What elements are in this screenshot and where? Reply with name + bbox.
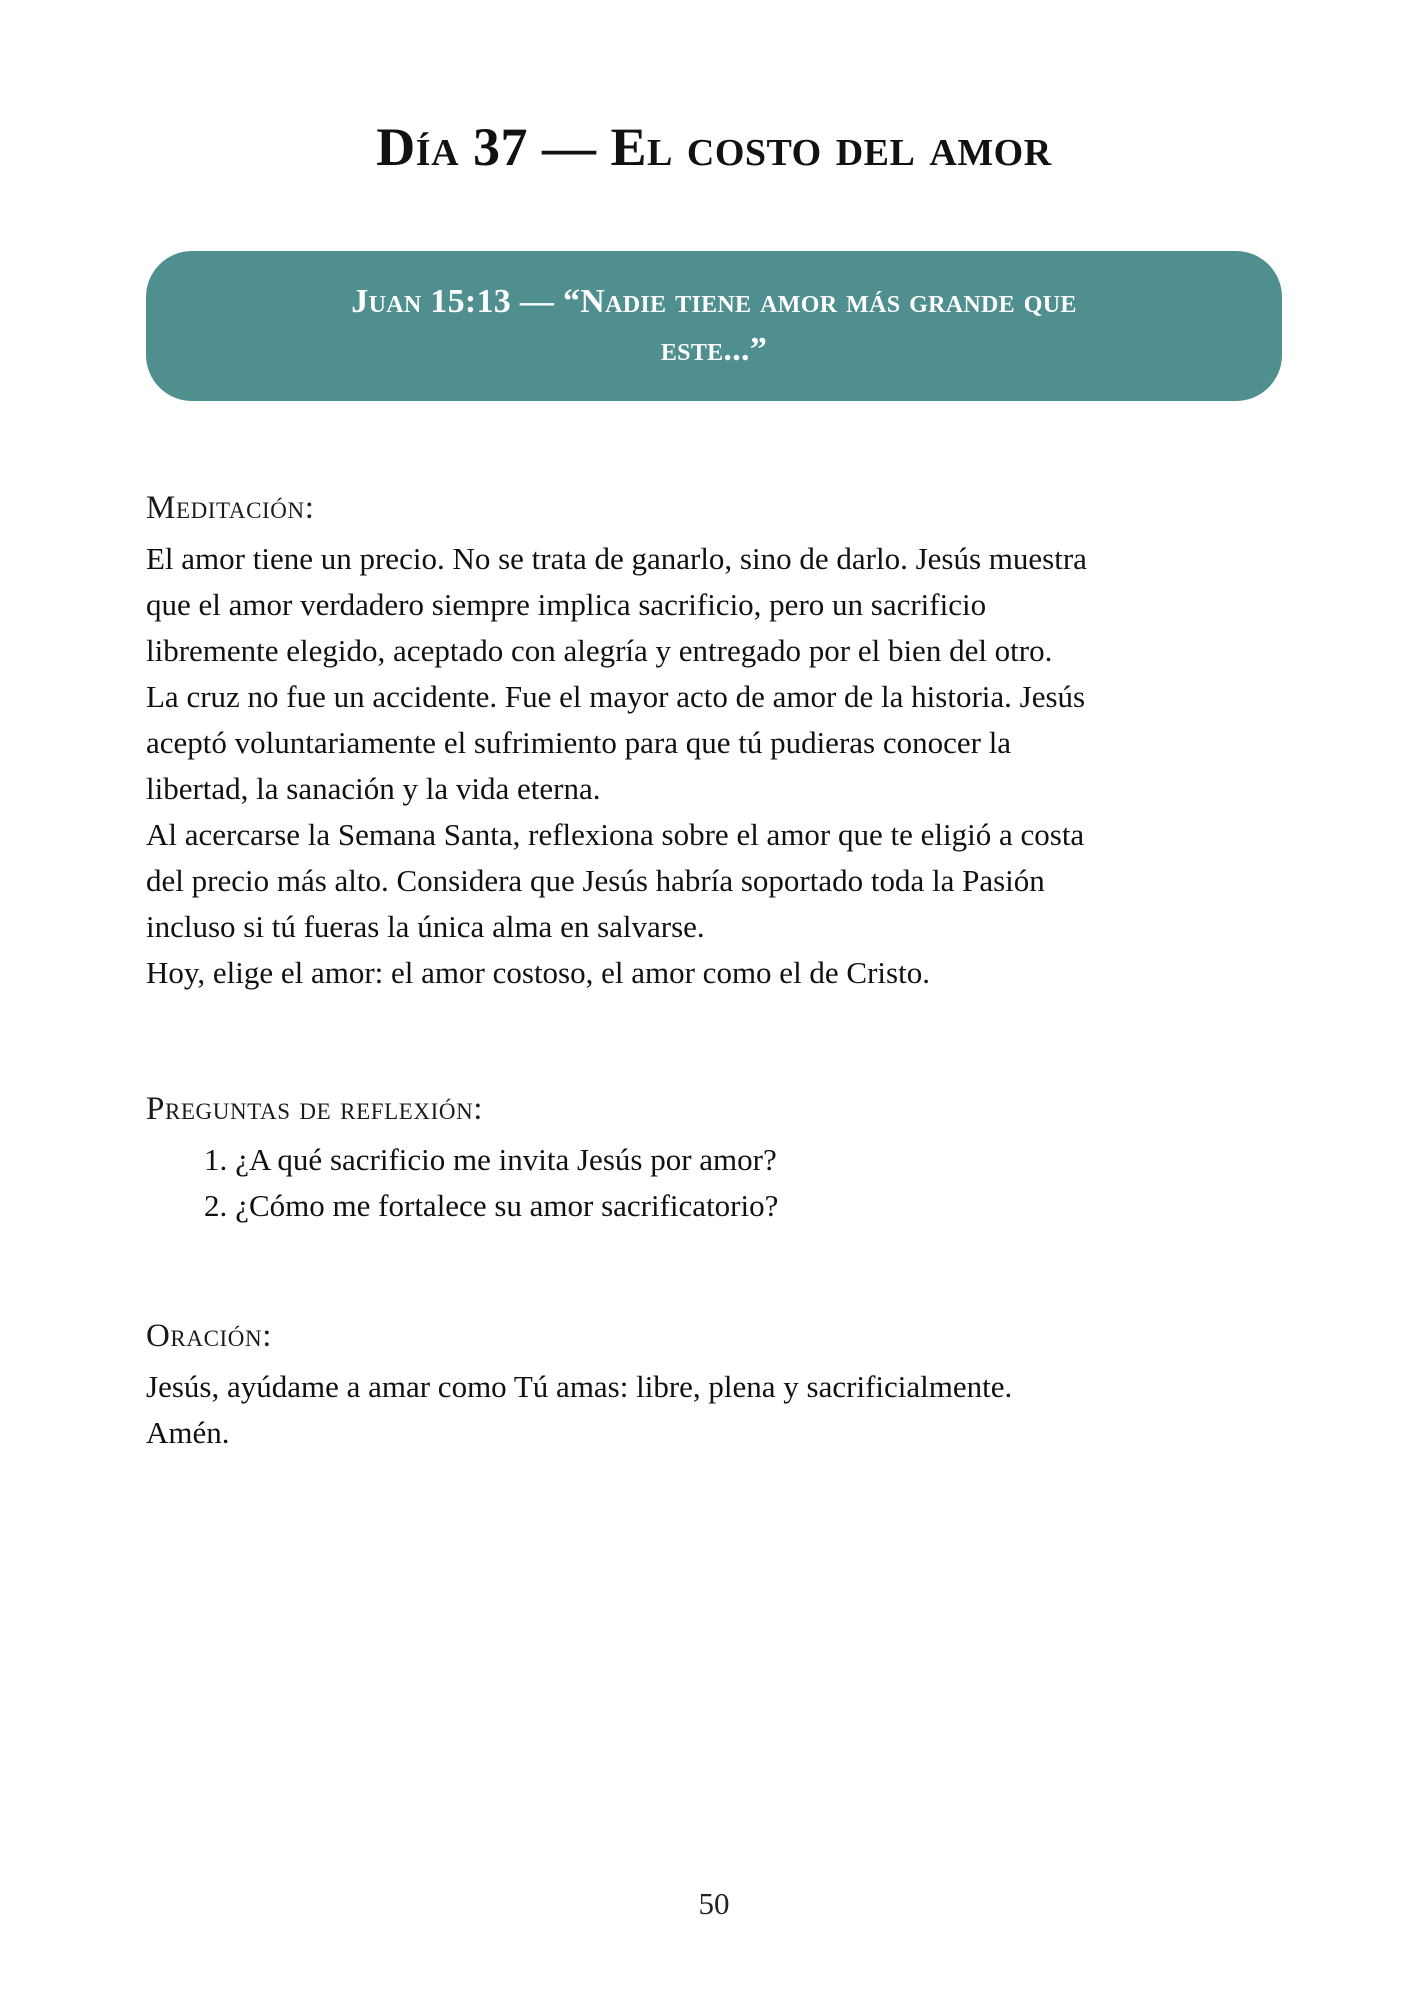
reflection-question [146,1137,1282,1183]
meditation-line: El amor tiene un precio. No se trata de ganarlo, sino de darlo. Jesús muestra [146,541,1087,577]
reflection-question [146,1183,1282,1229]
prayer-section [146,1315,1282,1456]
page-content [146,487,1282,1456]
prayer-heading: Oración: [146,1318,272,1355]
scripture-verse-text: Juan 15:13 — “Nadie tiene amor más grande que este...” [351,283,1077,369]
prayer-line: Jesús, ayúdame a amar como Tú amas: libre, plena y sacrificialmente. [146,1369,1013,1405]
question-number: 2. [204,1188,228,1224]
meditation-line: Al acercarse la Semana Santa, reflexiona sobre el amor que te eligió a costa [146,817,1085,853]
meditation-line: aceptó voluntariamente el sufrimiento para que tú pudieras conocer la [146,725,1012,761]
meditation-line: libremente elegido, aceptado con alegría y entregado por el bien del otro. [146,633,1053,669]
meditation-line: Hoy, elige el amor: el amor costoso, el amor como el de Cristo. [146,955,930,991]
meditation-heading: Meditación: [146,490,315,527]
question-text: ¿Cómo me fortalece su amor sacrificatorio? [235,1188,779,1224]
page-number: 50 [698,1886,730,1921]
section-spacer [146,996,1282,1088]
question-number: 1. [204,1142,228,1178]
meditation-line: incluso si tú fueras la única alma en salvarse. [146,909,705,945]
page-title: Día 37 — El costo del amor [376,117,1052,177]
section-spacer [146,1229,1282,1315]
reflection-question-list [146,1137,1282,1229]
prayer-line: Amén. [146,1415,230,1451]
reflection-heading: Preguntas de reflexión: [146,1091,484,1128]
meditation-line: que el amor verdadero siempre implica sacrificio, pero un sacrificio [146,587,987,623]
meditation-section [146,487,1282,996]
question-text: ¿A qué sacrificio me invita Jesús por amor? [235,1142,777,1178]
meditation-line: libertad, la sanación y la vida eterna. [146,771,601,807]
meditation-line: del precio más alto. Considera que Jesús habría soportado toda la Pasión [146,863,1045,899]
meditation-line: La cruz no fue un accidente. Fue el mayor acto de amor de la historia. Jesús [146,679,1086,715]
scripture-banner [146,251,1282,401]
reflection-section [146,1088,1282,1229]
